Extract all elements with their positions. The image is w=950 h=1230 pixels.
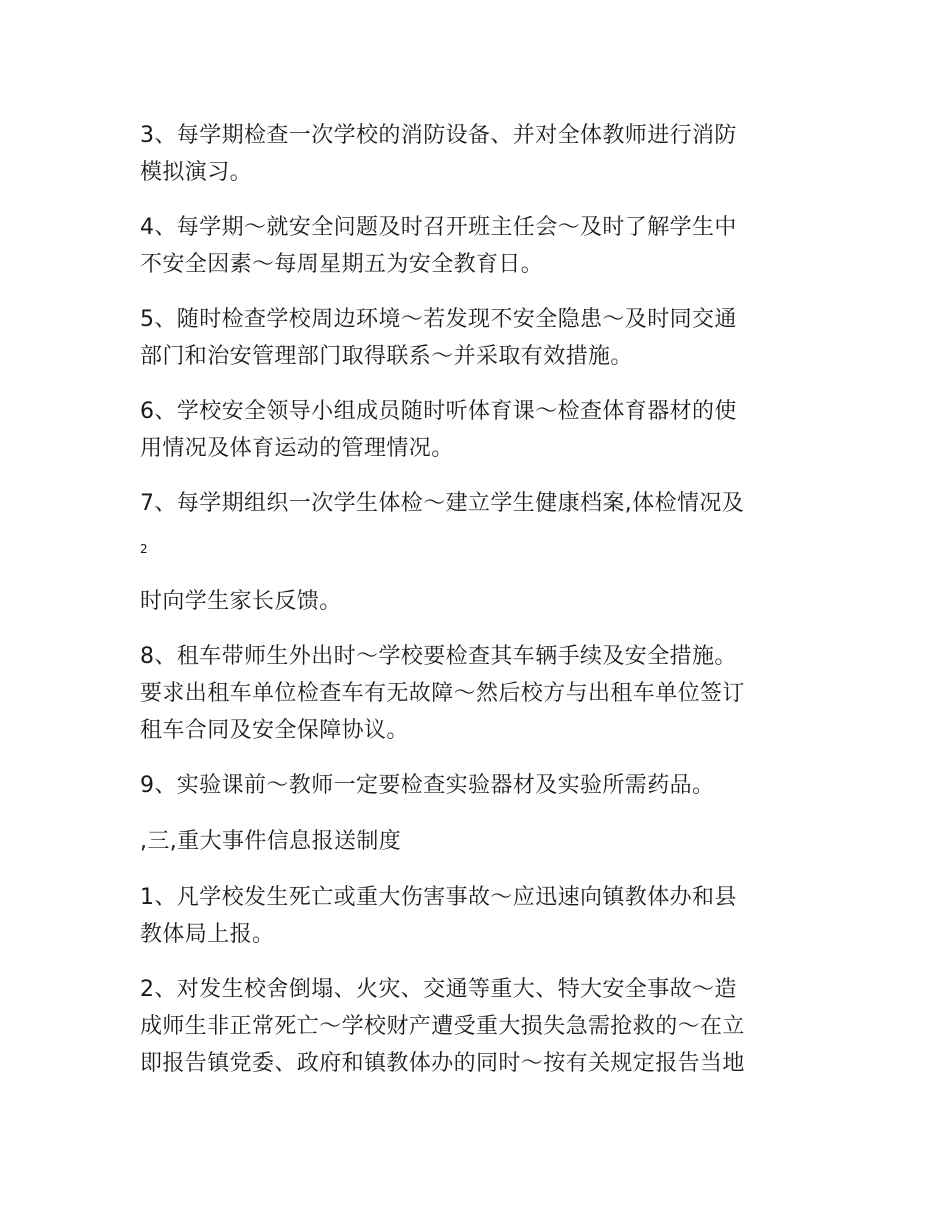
paragraph-item-6 — [140, 393, 820, 467]
text-line: 用情况及体育运动的管理情况。 — [140, 436, 454, 461]
text-line: 成师生非正常死亡～学校财产遭受重大损失急需抢救的～在立 — [140, 1014, 745, 1039]
text-line: 要求出租车单位检查车有无故障～然后校方与出租车单位签订 — [140, 681, 745, 706]
text-line: 1、凡学校发生死亡或重大伤害事故～应迅速向镇教体办和县 — [140, 885, 737, 910]
paragraph-item-8 — [140, 638, 820, 749]
paragraph-item-3 — [140, 117, 820, 191]
text-line: 模拟演习。 — [140, 160, 253, 185]
text-line: 5、随时检查学校周边环境～若发现不安全隐患～及时同交通 — [140, 307, 737, 332]
text-line: 教体局上报。 — [140, 922, 275, 947]
text-line: 3、每学期检查一次学校的消防设备、并对全体教师进行消防 — [140, 123, 737, 148]
paragraph-item-4 — [140, 209, 820, 283]
page-number: 2 — [140, 542, 148, 556]
text-line: 租车合同及安全保障协议。 — [140, 718, 409, 743]
paragraph-item-7 — [140, 485, 820, 522]
text-line: 2、对发生校舍倒塌、火灾、交通等重大、特大安全事故～造 — [140, 977, 737, 1002]
text-line: 8、租车带师生外出时～学校要检查其车辆手续及安全措施。 — [140, 644, 737, 669]
text-line: 部门和治安管理部门取得联系～并采取有效措施。 — [140, 344, 633, 369]
text-line: 时向学生家长反馈。 — [140, 589, 342, 614]
text-line: 不安全因素～每周星期五为安全教育日。 — [140, 252, 544, 277]
text-line: ,三,重大事件信息报送制度 — [140, 829, 402, 854]
paragraph-item-5 — [140, 301, 820, 375]
text-line: 9、实验课前～教师一定要检查实验器材及实验所需药品。 — [140, 773, 715, 798]
paragraph-sec3-item-2 — [140, 971, 820, 1082]
text-line: 4、每学期～就安全问题及时召开班主任会～及时了解学生中 — [140, 215, 737, 240]
text-line: 7、每学期组织一次学生体检～建立学生健康档案,体检情况及 — [140, 491, 745, 516]
paragraph-item-9 — [140, 767, 820, 804]
text-line: 即报告镇党委、政府和镇教体办的同时～按有关规定报告当地 — [140, 1051, 745, 1076]
text-line: 6、学校安全领导小组成员随时听体育课～检查体育器材的使 — [140, 399, 737, 424]
paragraph-sec3-item-1 — [140, 879, 820, 953]
section-heading — [140, 823, 820, 860]
paragraph-item-7-continued — [140, 583, 820, 620]
